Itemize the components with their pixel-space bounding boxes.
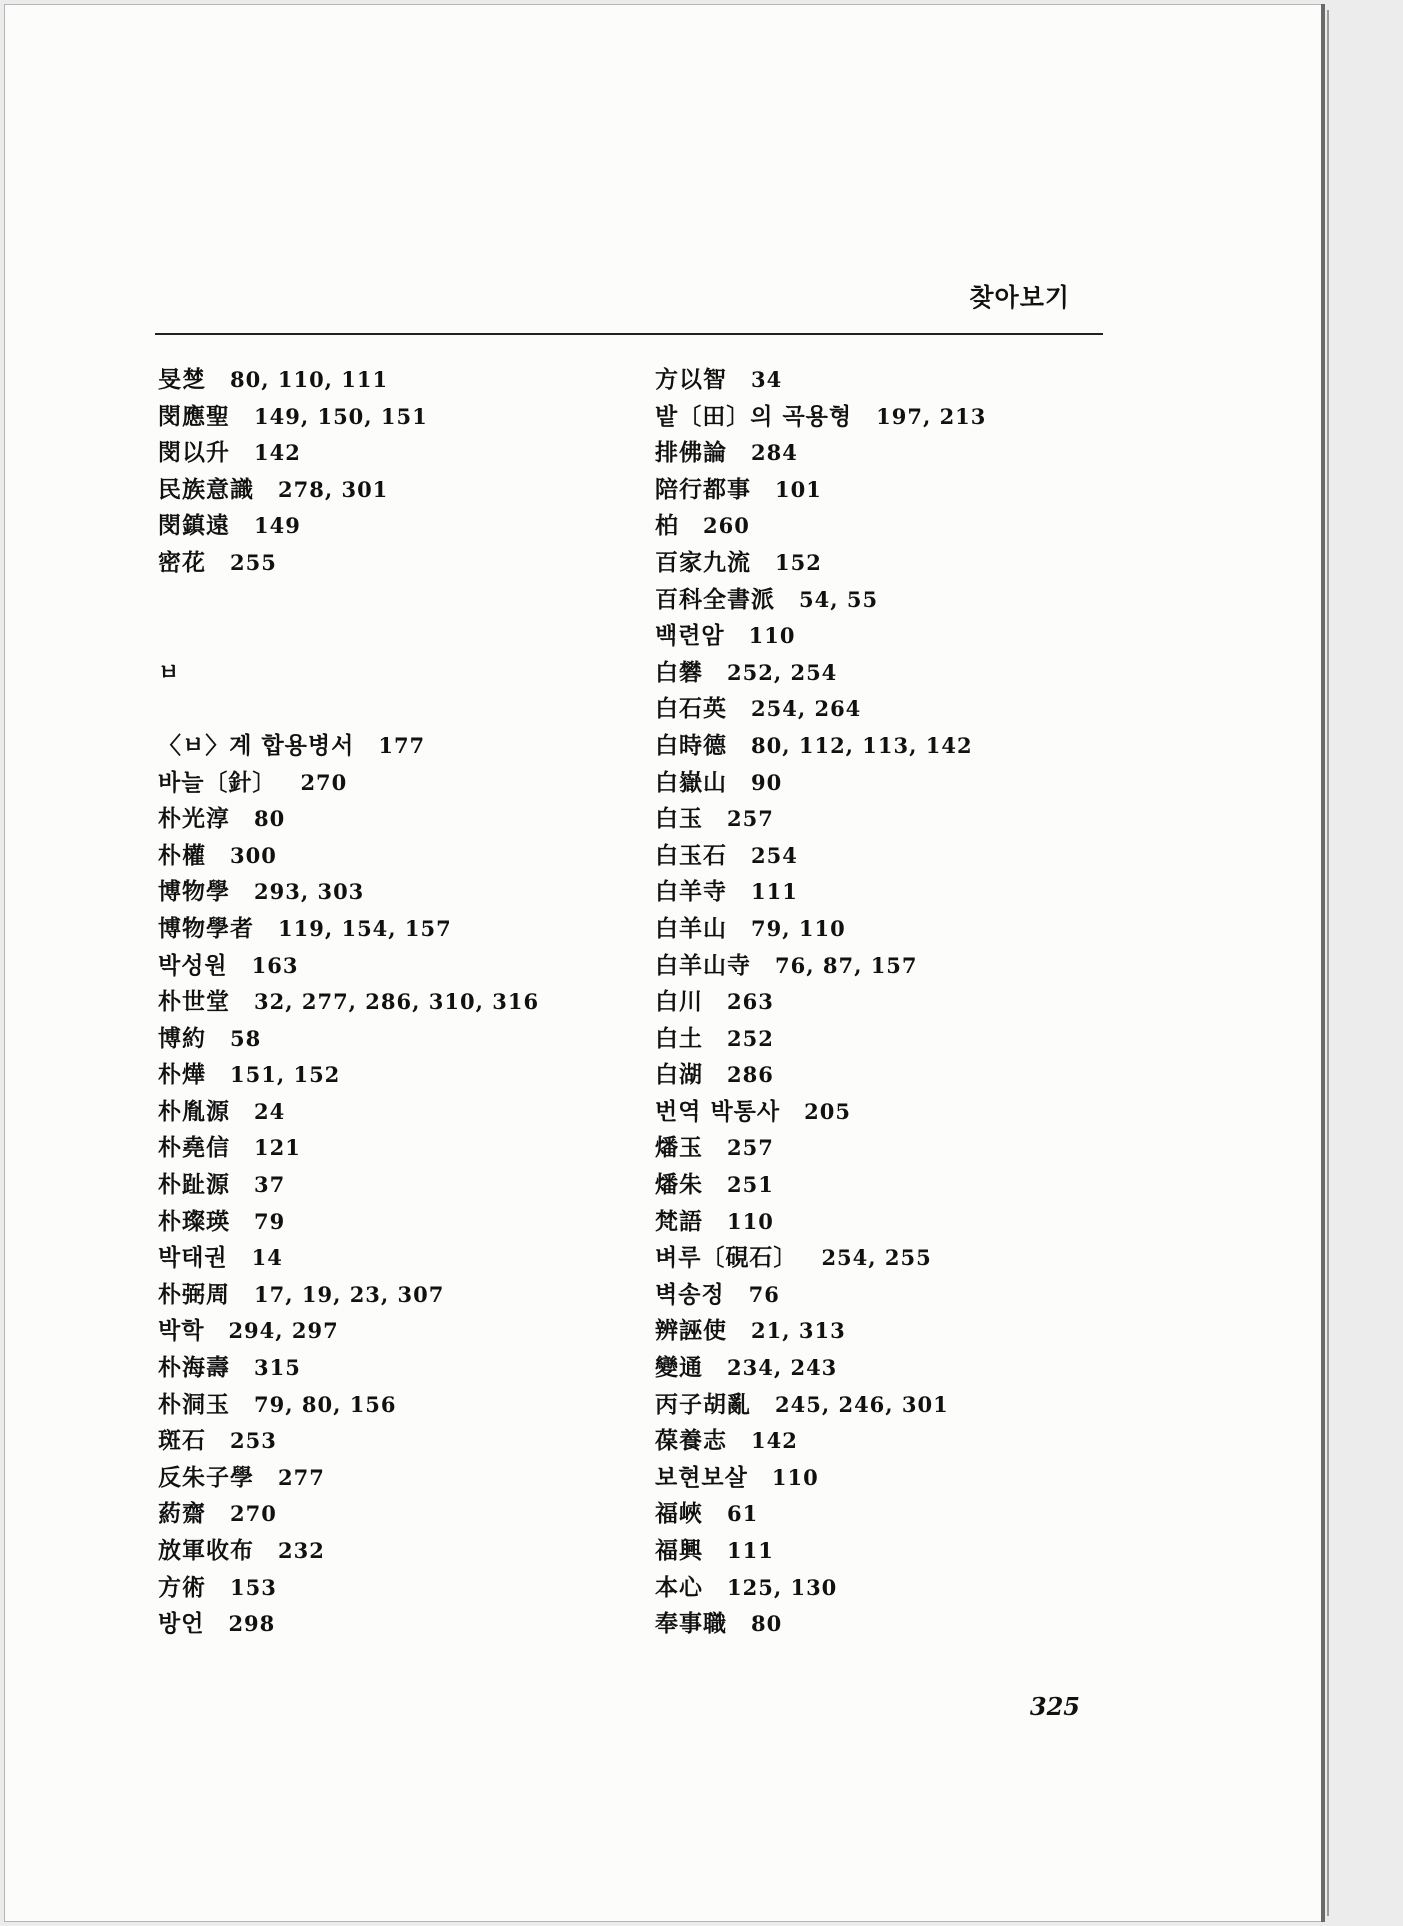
index-page-refs: 149 — [254, 513, 301, 539]
index-entry — [158, 362, 628, 399]
index-entry — [655, 728, 1125, 765]
index-term: 바늘〔針〕 — [158, 768, 277, 796]
index-term: 閔應聖 — [158, 402, 230, 430]
index-entry — [655, 1570, 1125, 1607]
index-entry — [655, 655, 1125, 692]
index-page-refs: 119, 154, 157 — [278, 915, 452, 941]
index-term: 박태권 — [158, 1244, 228, 1272]
index-entry — [158, 765, 628, 802]
index-page-refs: 153 — [230, 1574, 277, 1600]
index-entry — [655, 1496, 1125, 1533]
index-term: 朴胤源 — [158, 1097, 230, 1125]
index-entry — [655, 1387, 1125, 1424]
index-term: 排佛論 — [655, 439, 727, 467]
index-term: 博物學者 — [158, 914, 254, 942]
index-entry — [655, 1057, 1125, 1094]
index-page-refs: 286 — [727, 1062, 774, 1088]
index-entry — [158, 984, 628, 1021]
index-term: 白土 — [655, 1024, 703, 1052]
index-term: 朴璨瑛 — [158, 1207, 230, 1235]
index-page-refs: 121 — [254, 1135, 301, 1161]
running-header-title: 찾아보기 — [969, 283, 1070, 312]
index-entry — [158, 1496, 628, 1533]
index-page-refs: 142 — [254, 440, 301, 466]
index-term: 丙子胡亂 — [655, 1390, 751, 1418]
index-page-refs: 111 — [751, 879, 798, 905]
index-page-refs: 79 — [254, 1208, 286, 1234]
index-entry — [655, 1313, 1125, 1350]
index-term: 벼루〔硯石〕 — [655, 1244, 798, 1272]
index-term: 反朱子學 — [158, 1463, 254, 1491]
index-page-refs: 110 — [771, 1464, 819, 1490]
index-page-refs: 252, 254 — [727, 659, 838, 685]
index-term: 朴洞玉 — [158, 1390, 230, 1418]
index-entry — [655, 948, 1125, 985]
index-term: 民族意識 — [158, 475, 254, 503]
index-page-refs: 110 — [748, 623, 796, 649]
index-entry — [655, 1204, 1125, 1241]
index-entry — [655, 1423, 1125, 1460]
index-term: 朴海壽 — [158, 1354, 230, 1382]
index-page-refs: 294, 297 — [228, 1318, 339, 1344]
index-term: 密花 — [158, 548, 206, 576]
index-entry — [158, 838, 628, 875]
index-entry — [655, 508, 1125, 545]
index-term: 梵語 — [655, 1207, 703, 1235]
index-page-refs: 205 — [804, 1098, 851, 1124]
index-entry — [158, 1350, 628, 1387]
index-entry — [158, 801, 628, 838]
index-term: 福興 — [655, 1537, 703, 1564]
index-entry — [655, 472, 1125, 509]
index-page-refs: 252 — [727, 1025, 774, 1051]
index-page-refs: 254 — [751, 842, 798, 868]
index-page-refs: 80, 110, 111 — [230, 367, 389, 392]
index-entry — [158, 1240, 628, 1277]
index-term: 朴堯信 — [158, 1134, 230, 1162]
index-entry — [158, 728, 628, 765]
index-entries-right — [655, 362, 1125, 1643]
index-page-refs: 284 — [751, 440, 798, 466]
index-entry — [158, 1460, 628, 1497]
index-term: 朴弼周 — [158, 1280, 230, 1308]
index-entry — [655, 1460, 1125, 1497]
index-page-refs: 21, 313 — [751, 1318, 846, 1344]
index-page-refs: 80 — [751, 1611, 783, 1637]
index-term: 葆養志 — [655, 1427, 727, 1455]
index-term: 朴權 — [158, 841, 206, 869]
index-page-refs: 254, 264 — [751, 696, 862, 722]
index-page-refs: 232 — [278, 1538, 325, 1563]
index-page-refs: 253 — [230, 1428, 277, 1454]
index-entry — [158, 472, 628, 509]
index-page-refs: 234, 243 — [727, 1355, 838, 1381]
index-entry — [158, 1204, 628, 1241]
index-page-refs: 260 — [703, 513, 750, 539]
index-entry — [655, 399, 1125, 436]
index-entry — [655, 1533, 1125, 1570]
index-entry — [655, 911, 1125, 948]
index-page-refs: 24 — [254, 1098, 286, 1124]
index-page-refs: 76 — [748, 1281, 780, 1307]
index-entry — [655, 582, 1125, 619]
index-term: 博約 — [158, 1024, 206, 1052]
index-term: 白玉 — [655, 805, 703, 833]
index-entry — [158, 1021, 628, 1058]
index-page-refs: 54, 55 — [799, 586, 879, 612]
index-term: 閔以升 — [158, 439, 230, 467]
index-term: 辨誣使 — [655, 1317, 727, 1345]
index-entry — [158, 874, 628, 911]
index-term: 방언 — [158, 1610, 205, 1638]
index-entry — [655, 1277, 1125, 1314]
index-term: 白羊山寺 — [655, 951, 751, 979]
index-term: 白嶽山 — [655, 768, 727, 796]
index-term: 朴趾源 — [158, 1171, 230, 1199]
index-page-refs: 80 — [254, 806, 286, 832]
index-entry — [158, 1423, 628, 1460]
index-page-refs: 251 — [727, 1172, 774, 1198]
index-page-refs: 263 — [727, 989, 774, 1015]
index-entry — [655, 838, 1125, 875]
index-entries-left-top — [158, 362, 628, 582]
index-entry — [655, 1167, 1125, 1204]
index-term: 奉事職 — [655, 1610, 727, 1638]
section-heading: ㅂ — [158, 659, 180, 686]
index-entry — [655, 1094, 1125, 1131]
index-term: 번역 박통사 — [655, 1097, 781, 1125]
index-entry — [158, 1387, 628, 1424]
index-term: 白湖 — [655, 1061, 703, 1089]
index-page-refs: 245, 246, 301 — [775, 1391, 949, 1417]
index-term: 朴世堂 — [158, 988, 230, 1016]
index-term: 벽송정 — [655, 1280, 725, 1308]
index-term: 박학 — [158, 1317, 205, 1345]
index-term: 百家九流 — [655, 548, 751, 576]
index-term: 方以智 — [655, 366, 727, 393]
index-page-refs: 32, 277, 286, 310, 316 — [254, 989, 540, 1015]
page-edge-line — [1327, 10, 1329, 1916]
index-entry — [158, 1167, 628, 1204]
index-term: 燔玉 — [655, 1134, 703, 1162]
index-term: 博物學 — [158, 878, 230, 906]
index-page-refs: 255 — [230, 549, 277, 575]
index-entry — [158, 948, 628, 985]
index-term: 白石英 — [655, 695, 727, 723]
index-entry — [655, 1606, 1125, 1643]
index-term: 百科全書派 — [655, 585, 775, 613]
index-entry — [158, 1533, 628, 1570]
index-page-refs: 300 — [230, 842, 277, 868]
index-term: 백련암 — [655, 622, 725, 650]
index-page-refs: 79, 80, 156 — [254, 1391, 397, 1417]
index-entry — [158, 435, 628, 472]
index-entry — [655, 691, 1125, 728]
index-entry — [655, 874, 1125, 911]
index-column-right — [655, 362, 1125, 1643]
index-term: 本心 — [655, 1573, 703, 1601]
index-term: 보현보살 — [655, 1463, 748, 1491]
index-entry — [158, 911, 628, 948]
index-page-refs: 277 — [278, 1464, 325, 1490]
page-number: 325 — [1029, 1692, 1080, 1721]
index-page-refs: 197, 213 — [876, 403, 987, 429]
index-page-refs: 125, 130 — [727, 1574, 838, 1600]
index-page-refs: 142 — [751, 1428, 798, 1454]
index-term: 박성원 — [158, 951, 228, 979]
index-page-refs: 257 — [727, 1135, 774, 1161]
index-page-refs: 152 — [775, 549, 822, 575]
index-page-refs: 14 — [251, 1245, 283, 1271]
index-entry — [655, 1021, 1125, 1058]
index-entries-left-bottom — [158, 728, 628, 1643]
index-entry — [655, 1350, 1125, 1387]
page-edge-shadow — [1321, 4, 1325, 1922]
index-entry — [655, 984, 1125, 1021]
index-page-refs: 76, 87, 157 — [775, 952, 918, 978]
index-page-refs: 257 — [727, 806, 774, 832]
index-term: 〈ㅂ〉계 합용병서 — [158, 731, 355, 759]
index-entry — [158, 1057, 628, 1094]
index-page-refs: 61 — [727, 1501, 759, 1527]
index-term: 밭〔田〕의 곡용형 — [655, 402, 853, 430]
index-entry — [655, 618, 1125, 655]
index-entry — [655, 1130, 1125, 1167]
index-term: 斑石 — [158, 1427, 206, 1455]
index-page-refs: 270 — [230, 1501, 277, 1527]
index-page-refs: 111 — [727, 1538, 774, 1563]
index-term: 葯齋 — [158, 1500, 206, 1528]
index-term: 白時德 — [655, 731, 727, 759]
index-term: 放軍收布 — [158, 1537, 254, 1564]
index-entry — [158, 1094, 628, 1131]
index-term: 白羊山 — [655, 914, 727, 942]
index-page-refs: 149, 150, 151 — [254, 403, 428, 429]
index-page-refs: 151, 152 — [230, 1062, 341, 1088]
index-term: 白玉石 — [655, 841, 727, 869]
index-entry — [158, 545, 628, 582]
index-page-refs: 34 — [751, 367, 783, 392]
index-page-refs: 254, 255 — [821, 1245, 932, 1271]
index-term: 閔鎮遠 — [158, 512, 230, 540]
index-page-refs: 315 — [254, 1355, 301, 1381]
index-entry — [655, 801, 1125, 838]
index-page-refs: 270 — [300, 769, 348, 795]
index-entry — [158, 1313, 628, 1350]
index-page-refs: 37 — [254, 1172, 286, 1198]
index-entry — [158, 1606, 628, 1643]
index-term: 福峽 — [655, 1500, 703, 1528]
index-page-refs: 278, 301 — [278, 476, 389, 502]
index-entry — [158, 1277, 628, 1314]
index-term: 燔朱 — [655, 1171, 703, 1199]
index-page-refs: 110 — [727, 1208, 774, 1234]
index-page-refs: 80, 112, 113, 142 — [751, 732, 973, 758]
header-rule — [155, 333, 1103, 335]
index-term: 柏 — [655, 512, 679, 540]
index-term: 白川 — [655, 988, 703, 1016]
index-entry — [655, 362, 1125, 399]
index-page-refs: 58 — [230, 1025, 262, 1051]
index-term: 白礬 — [655, 658, 703, 686]
index-term: 朴燁 — [158, 1061, 206, 1089]
index-page-refs: 298 — [228, 1611, 276, 1637]
index-entry — [158, 508, 628, 545]
index-entry — [655, 1240, 1125, 1277]
index-page-refs: 163 — [251, 952, 299, 978]
index-term: 變通 — [655, 1354, 703, 1382]
index-entry — [655, 435, 1125, 472]
index-term: 旻椘 — [158, 366, 206, 393]
index-column-left — [158, 362, 628, 1643]
index-page-refs: 177 — [378, 732, 426, 758]
index-entry — [158, 1130, 628, 1167]
index-entry — [158, 399, 628, 436]
index-page-refs: 293, 303 — [254, 879, 365, 905]
index-term: 陪行都事 — [655, 475, 751, 503]
index-term: 白羊寺 — [655, 878, 727, 906]
index-entry — [655, 545, 1125, 582]
index-entry — [655, 765, 1125, 802]
index-page-refs: 79, 110 — [751, 915, 846, 941]
index-page-refs: 90 — [751, 769, 783, 795]
index-term: 朴光淳 — [158, 805, 230, 833]
index-page-refs: 17, 19, 23, 307 — [254, 1281, 445, 1307]
index-page-refs: 101 — [775, 476, 822, 502]
index-term: 方術 — [158, 1573, 206, 1601]
index-entry — [158, 1570, 628, 1607]
